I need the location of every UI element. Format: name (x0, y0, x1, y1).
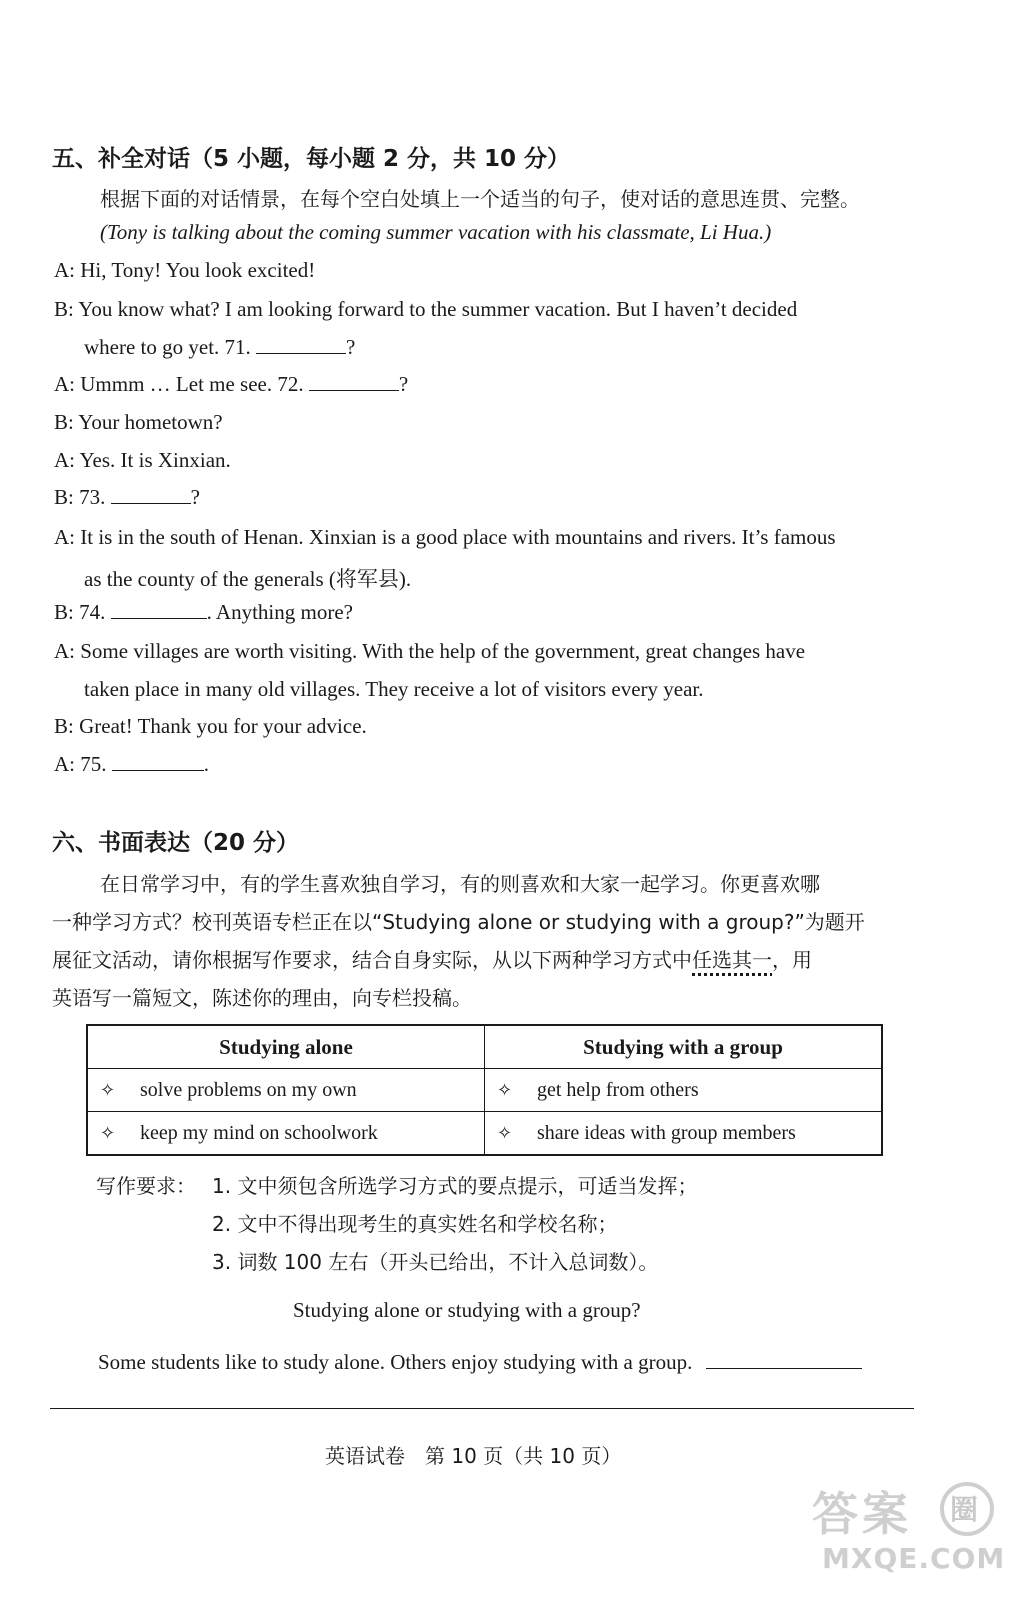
dialogue-line: A: Some villages are worth visiting. With the help of the government, great changes have (54, 639, 806, 663)
dialogue-line-q73: B: 73. ? (54, 485, 200, 509)
prompt-line: 在日常学习中，有的学生喜欢独自学习，有的则喜欢和大家一起学习。你更喜欢哪 (100, 872, 820, 896)
sparkle-bullet-icon: ✧ (100, 1079, 116, 1100)
requirement-item: 3. 词数 100 左右（开头已给出，不计入总词数）。 (212, 1250, 659, 1274)
dialogue-line: taken place in many old villages. They receive a lot of visitors every year. (84, 677, 704, 701)
dialogue-line: B: Great! Thank you for your advice. (54, 714, 367, 738)
essay-title: Studying alone or studying with a group? (293, 1298, 641, 1322)
sparkle-bullet-icon: ✧ (497, 1122, 513, 1143)
page-footer: 英语试卷 第 10 页（共 10 页） (325, 1444, 622, 1468)
footer-divider (50, 1408, 914, 1409)
dialogue-line: B: Your hometown? (54, 410, 223, 434)
table-cell: ✧ share ideas with group members (485, 1112, 883, 1156)
table-cell: ✧ keep my mind on schoolwork (87, 1112, 485, 1156)
answer-blank-74[interactable] (111, 600, 207, 619)
dialogue-context: (Tony is talking about the coming summer vacation with his classmate, Li Hua.) (100, 220, 772, 244)
dialogue-line-q71: where to go yet. 71. ? (84, 335, 356, 359)
emphasized-text: 任选其一 (692, 948, 772, 972)
dialogue-line: B: You know what? I am looking forward to the summer vacation. But I haven’t decided (54, 297, 798, 321)
essay-answer-blank[interactable] (706, 1350, 862, 1369)
requirements-label: 写作要求： (96, 1174, 196, 1198)
requirement-item: 2. 文中不得出现考生的真实姓名和学校名称； (212, 1212, 618, 1236)
dialogue-line: A: Yes. It is Xinxian. (54, 448, 231, 472)
watermark-logo: 答案 圈 MXQE.COM (800, 1478, 995, 1588)
section-5-instruction: 根据下面的对话情景，在每个空白处填上一个适当的句子，使对话的意思连贯、完整。 (100, 187, 860, 211)
dialogue-line: A: Hi, Tony! You look excited! (54, 258, 316, 282)
essay-start: Some students like to study alone. Others enjoy studying with a group. (98, 1350, 862, 1375)
answer-blank-73[interactable] (111, 485, 191, 504)
prompt-line: 英语写一篇短文，陈述你的理由，向专栏投稿。 (52, 986, 472, 1010)
dialogue-line-q72: A: Ummm … Let me see. 72. ? (54, 372, 409, 396)
requirement-item: 1. 文中须包含所选学习方式的要点提示，可适当发挥； (212, 1174, 698, 1198)
table-row (87, 1069, 882, 1112)
section-5-title: 五、补全对话（5 小题，每小题 2 分，共 10 分） (52, 146, 571, 172)
table-row (87, 1112, 882, 1156)
dialogue-line: as the county of the generals (将军县). (84, 567, 412, 591)
table-cell: ✧ solve problems on my own (87, 1069, 485, 1112)
prompt-line: 一种学习方式？校刊英语专栏正在以“Studying alone or studying with a group?”为题开 (52, 910, 865, 934)
study-options-table (86, 1024, 883, 1156)
sparkle-bullet-icon: ✧ (497, 1079, 513, 1100)
answer-blank-72[interactable] (309, 372, 399, 391)
answer-blank-75[interactable] (112, 752, 204, 771)
section-6-title: 六、书面表达（20 分） (52, 830, 300, 856)
dialogue-line-q74: B: 74. . Anything more? (54, 600, 353, 624)
table-header-alone: Studying alone (87, 1025, 485, 1069)
prompt-line: 展征文活动，请你根据写作要求，结合自身实际，从以下两种学习方式中任选其一，用 (52, 948, 812, 972)
table-cell: ✧ get help from others (485, 1069, 883, 1112)
sparkle-bullet-icon: ✧ (100, 1122, 116, 1143)
table-header-group: Studying with a group (485, 1025, 883, 1069)
answer-blank-71[interactable] (256, 335, 346, 354)
dialogue-line-q75: A: 75. . (54, 752, 209, 776)
dialogue-line: A: It is in the south of Henan. Xinxian is a good place with mountains and rivers. It’s famous (54, 525, 836, 549)
